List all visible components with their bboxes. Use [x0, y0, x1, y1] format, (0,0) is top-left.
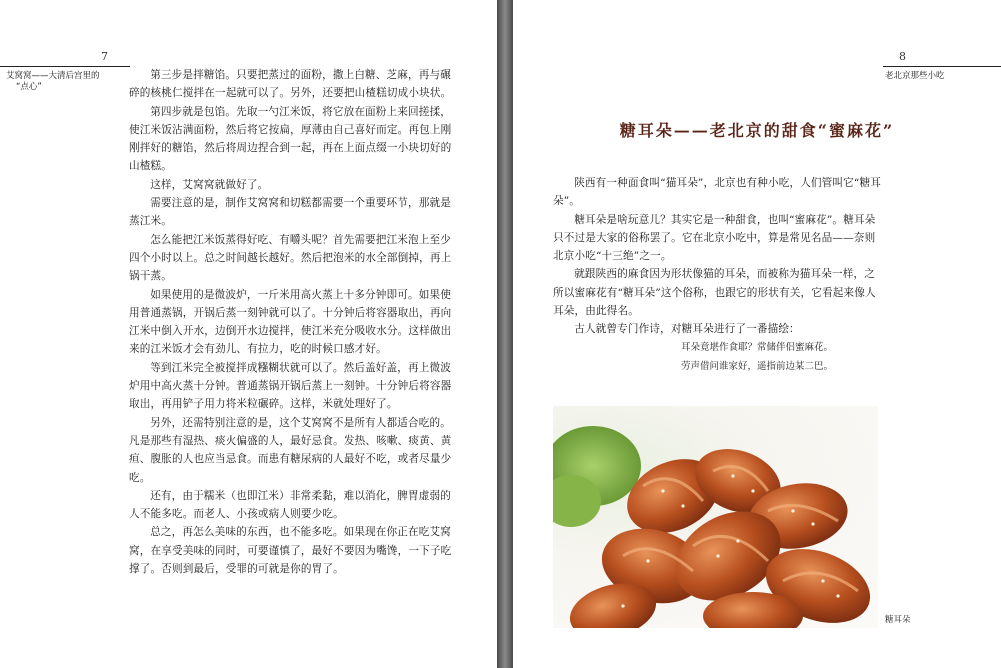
left-page	[0, 0, 497, 668]
page-number: 8	[899, 50, 906, 63]
paragraph: 等到江米完全被搅拌成糨糊状就可以了。然后盖好盖，再上微波炉用中高火蒸十分钟。普通蒸锅开锅后蒸上一刻钟。十分钟后将容器取出，再用铲子用力将米粒碾碎。这样，米就处理好了。	[129, 361, 452, 411]
paragraph: 第四步就是包馅。先取一勺江米饭，将它放在面粉上来回搓揉，使江米饭沾满面粉，然后将它按扁，厚薄由自己喜好而定。再包上刚刚拌好的糖馅，然后将周边捏合到一起，再在上面点缀一小块切好的山楂糕。	[129, 105, 452, 173]
paragraph: 如果使用的是微波炉，一斤米用高火蒸上十多分钟即可。如果使用普通蒸锅，开锅后蒸一刻钟就可以了。十分钟后将容器取出，再向江米中倒入开水，边倒开水边搅拌，使江米充分吸收水分。这样做出来的江米饭才会有劲儿、有拉力，吃的时候口感才好。	[129, 288, 452, 356]
paragraph: 总之，再怎么美味的东西，也不能多吃。如果现在你正在吃艾窝窝，在享受美味的同时，可要谨慎了，最好不要因为嘴馋，一下子吃撑了。否则到最后，受罪的可就是你的胃了。	[129, 526, 452, 576]
poem-line: 耳朵竟堪作食耶？常储伴侣蜜麻花。	[680, 342, 833, 353]
lettuce-leaf	[553, 426, 641, 527]
photo-tang-erduo	[553, 406, 878, 628]
paragraph: 还有，由于糯米（也即江米）非常柔黏，难以消化，脾胃虚弱的人不能多吃。而老人、小孩或病人则要少吃。	[129, 489, 452, 521]
paragraph: 陕西有一种面食叫“猫耳朵”，北京也有种小吃，人们管叫它“糖耳朵”。	[553, 177, 881, 208]
pastry-illustration	[553, 406, 878, 628]
poem-line: 劳声借问谁家好，遥指前边某二巴。	[680, 361, 833, 372]
paragraph: 就跟陕西的麻食因为形状像猫的耳朵，而被称为猫耳朵一样，之所以蜜麻花有“糖耳朵”这个俗称，也跟它的形状有关，它看起来像人耳朵，由此得名。	[553, 268, 876, 318]
paragraph: 怎么能把江米饭蒸得好吃、有嚼头呢？首先需要把江米泡上至少四个小时以上。总之时间越长越好。然后把泡米的水全部倒掉，再上锅干蒸。	[129, 233, 452, 283]
page-number: 7	[101, 50, 108, 63]
body-text	[553, 174, 881, 339]
photo-caption: 糖耳朵	[885, 615, 911, 625]
paragraph: 糖耳朵是啥玩意儿？其实它是一种甜食，也叫“蜜麻花”。糖耳朵只不过是大家的俗称罢了。它在北京小吃中，算是常见名品——奈则北京小吃“十三绝”之一。	[553, 213, 876, 263]
header-rule	[883, 66, 1001, 67]
running-head-line: “点心”	[16, 82, 42, 92]
running-head: 老北京那些小吃	[885, 71, 945, 81]
book-gutter	[497, 0, 513, 668]
running-head	[6, 71, 100, 93]
chapter-title: 糖耳朵——老北京的甜食“蜜麻花”	[619, 121, 895, 140]
poem	[513, 338, 1001, 376]
paragraph: 需要注意的是，制作艾窝窝和切糕都需要一个重要环节，那就是蒸江米。	[129, 197, 452, 228]
paragraph: 另外，还需特别注意的是，这个艾窝窝不是所有人都适合吃的。凡是那些有湿热、痰火偏盛的人，最好忌食。发热、咳嗽、痰黄、黄疸、腹胀的人也应当忌食。而患有糖尿病的人最好不吃，或者尽量少吃。	[129, 416, 452, 484]
header-rule	[0, 66, 130, 67]
paragraph: 这样，艾窝窝就做好了。	[150, 178, 269, 191]
body-text	[129, 66, 459, 578]
paragraph: 古人就曾专门作诗，对糖耳朵进行了一番描绘：	[574, 323, 800, 336]
right-page	[513, 0, 1001, 668]
paragraph: 第三步是拌糖馅。只要把蒸过的面粉，撒上白糖、芝麻，再与碾碎的核桃仁搅拌在一起就可以了。另外，还要把山楂糕切成小块状。	[129, 69, 452, 100]
running-head-line: 艾窝窝——大清后宫里的	[6, 71, 100, 81]
